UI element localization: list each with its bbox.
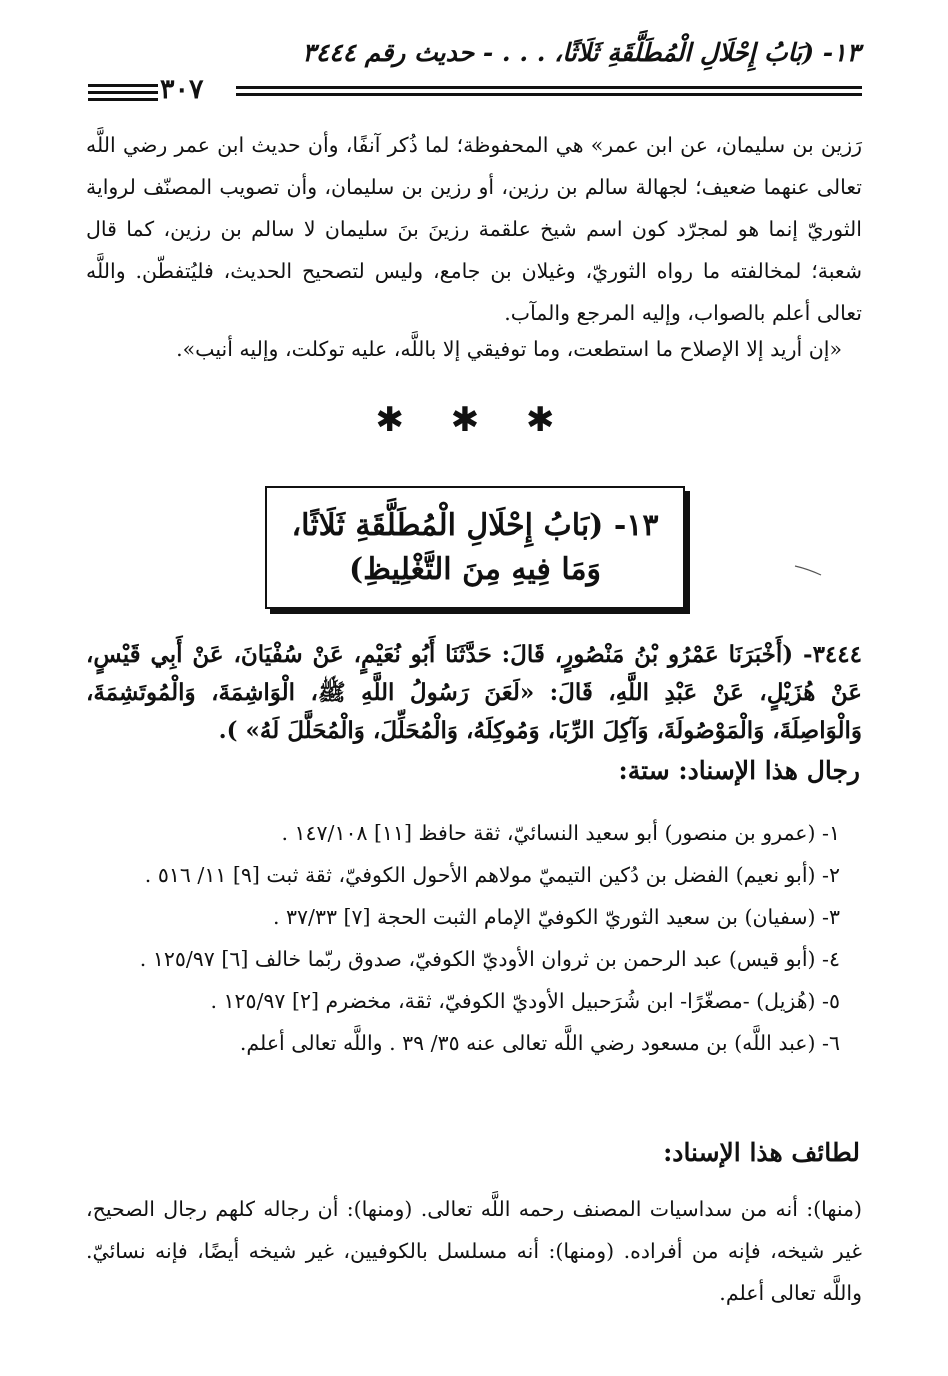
- hadith-text: ٣٤٤٤- (أَخْبَرَنَا عَمْرُو بْنُ مَنْصُورٍ، قَالَ: حَدَّثَنَا أَبُو نُعَيْمٍ، عَنْ سُفْيَانَ، عَنْ أَبِي قَيْسٍ، عَنْ هُزَيْلٍ، عَنْ عَبْدِ اللَّهِ، قَالَ: «لَعَنَ رَسُولُ اللَّهِ ﷺ، الْوَاشِمَةَ، وَالْمُوتَشِمَةَ، وَالْوَاصِلَةَ، وَالْمَوْصُولَةَ، وَآكِلَ الرِّبَا، وَمُوكِلَهُ، وَالْمُحَلِّلَ، وَالْمُحَلَّلَ لَهُ» ).: [86, 641, 862, 744]
- narrator-item: ٢- (أبو نعيم) الفضل بن دُكين التيميّ مولاهم الأحول الكوفيّ، ثقة ثبت [٩] ١١/ ٥١٦ .: [144, 863, 840, 887]
- narrator-item: ٤- (أبو قيس) عبد الرحمن بن ثروان الأوديّ الكوفيّ، صدوق ربّما خالف [٦] ١٢٥/٩٧ .: [139, 947, 840, 971]
- subtleties-heading: لطائف هذا الإسناد:: [663, 1138, 860, 1167]
- section-separator: ✱ ✱ ✱: [375, 400, 573, 440]
- chapter-title-line: ١٣- (بَابُ إِحْلَالِ الْمُطَلَّقَةِ ثَلَاثًا،: [291, 507, 659, 543]
- running-header-title: ١٣- (بَابُ إِحْلَالِ الْمُطَلَّقَةِ ثَلَاثًا، . . . - حديث رقم ٣٤٤٤: [302, 38, 860, 67]
- page-number: ٣٠٧: [160, 74, 204, 105]
- page-number-rule: [88, 98, 158, 101]
- narrators-heading: رجال هذا الإسناد: ستة:: [618, 756, 860, 785]
- narrator-item: ٦- (عبد اللَّه) بن مسعود رضي اللَّه تعالى عنه ٣٥/ ٣٩ . واللَّه تعالى أعلم.: [239, 1031, 840, 1055]
- page-number-rule: [88, 91, 158, 94]
- narrator-item: ١- (عمرو بن منصور) أبو سعيد النسائيّ، ثقة حافظ [١١] ١٤٧/١٠٨ .: [281, 821, 840, 845]
- narrator-item: ٥- (هُزيل) -مصغّرًا- ابن شُرَحبيل الأوديّ الكوفيّ، ثقة، مخضرم [٢] ١٢٥/٩٧ .: [210, 989, 840, 1013]
- narrator-item: ٣- (سفيان) بن سعيد الثوريّ الكوفيّ الإمام الثبت الحجة [٧] ٣٧/٣٣ .: [272, 905, 840, 929]
- stray-mark: [794, 563, 822, 577]
- header-rule: [236, 93, 862, 96]
- page-number-rule: [88, 84, 158, 87]
- header-rule: [236, 86, 862, 89]
- closing-quote-paragraph: «إن أريد إلا الإصلاح ما استطعت، وما توفيقي إلا باللَّه، عليه توكلت، وإليه أنيب».: [176, 337, 842, 361]
- body-paragraph: رَزين بن سليمان، عن ابن عمر» هي المحفوظة؛ لما ذُكر آنفًا، وأن حديث ابن عمر رضي اللَّه تعالى عنهما ضعيف؛ لجهالة سالم بن رزين، أو رزين بن سليمان، وأن تصويب المصنّف لرواية الثوريّ إنما هو لمجرّد كون اسم شيخ علقمة رزينَ بنَ سليمان لا سالم بن رزين، كما قال شعبة؛ لمخالفته ما رواه الثوريّ، وغيلان بن جامع، وليس لتصحيح الحديث، فليُتفطّن. واللَّه تعالى أعلم بالصواب، وإليه المرجع والمآب.: [86, 133, 862, 325]
- narrator-list: [86, 812, 862, 1064]
- subtleties-paragraph: (منها): أنه من سداسيات المصنف رحمه اللَّه تعالى. (ومنها): أن رجاله كلهم رجال الصحيح، غير شيخه، فإنه من أفراده. (ومنها): أنه مسلسل بالكوفيين، غير شيخه أيضًا، فإنه نسائيّ. واللَّه تعالى أعلم.: [86, 1197, 862, 1305]
- chapter-title-box: [265, 486, 685, 609]
- chapter-title-line: وَمَا فِيهِ مِنَ التَّغْلِيظِ): [348, 551, 602, 587]
